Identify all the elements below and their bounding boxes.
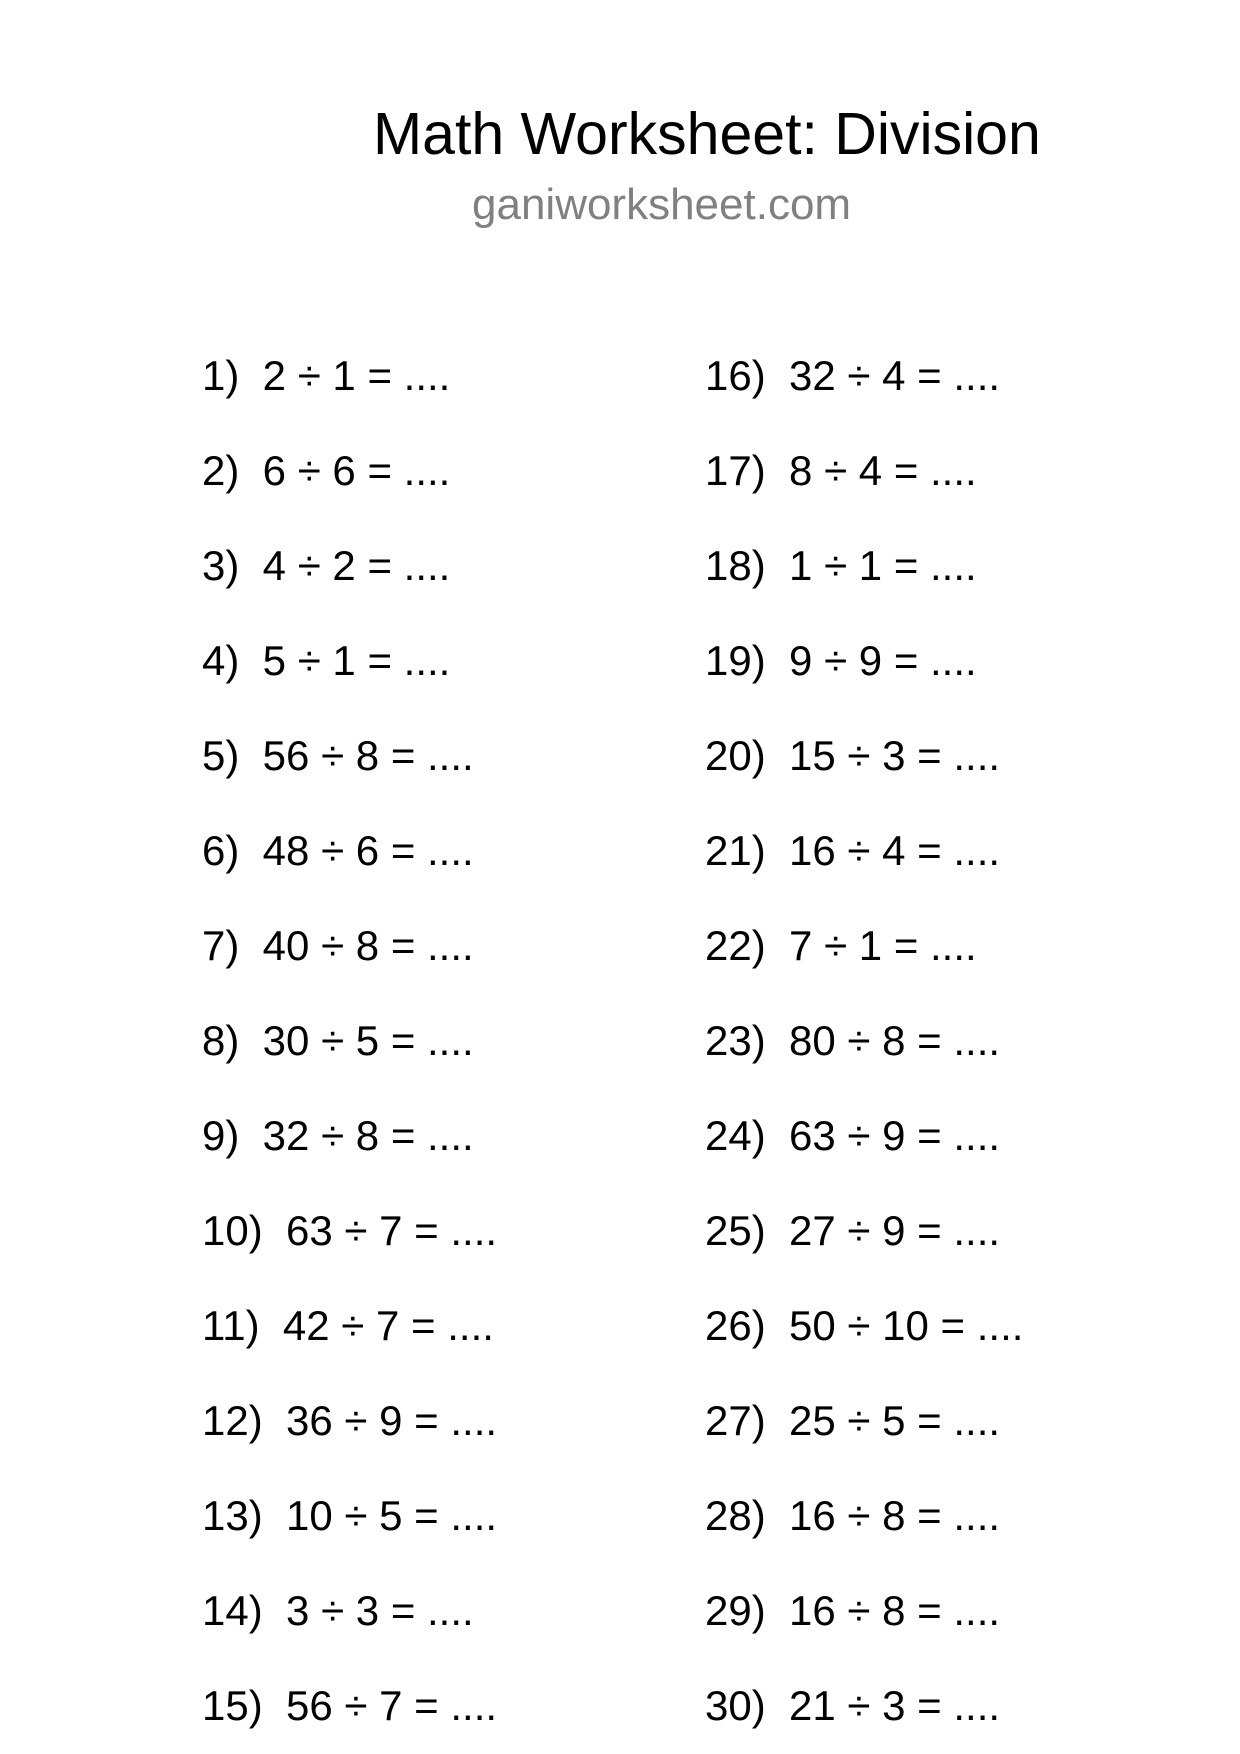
problem-27: 27) 25 ÷ 5 = .... <box>705 1397 1001 1444</box>
problem-8: 8) 30 ÷ 5 = .... <box>202 1017 474 1064</box>
site-subtitle: ganiworksheet.com <box>472 180 852 229</box>
problem-15: 15) 56 ÷ 7 = .... <box>202 1682 498 1729</box>
problem-10: 10) 63 ÷ 7 = .... <box>202 1207 498 1254</box>
problem-14: 14) 3 ÷ 3 = .... <box>202 1587 474 1634</box>
problem-2: 2) 6 ÷ 6 = .... <box>202 447 451 494</box>
problem-16: 16) 32 ÷ 4 = .... <box>705 352 1001 399</box>
problem-20: 20) 15 ÷ 3 = .... <box>705 732 1001 779</box>
problem-3: 3) 4 ÷ 2 = .... <box>202 542 451 589</box>
problem-7: 7) 40 ÷ 8 = .... <box>202 922 474 969</box>
problems-column-left <box>202 328 497 1753</box>
problems-column-right <box>705 328 1023 1753</box>
page-title: Math Worksheet: Division <box>373 101 1041 167</box>
problem-19: 19) 9 ÷ 9 = .... <box>705 637 977 684</box>
problem-9: 9) 32 ÷ 8 = .... <box>202 1112 474 1159</box>
problem-24: 24) 63 ÷ 9 = .... <box>705 1112 1001 1159</box>
problem-13: 13) 10 ÷ 5 = .... <box>202 1492 498 1539</box>
problem-25: 25) 27 ÷ 9 = .... <box>705 1207 1001 1254</box>
problem-1: 1) 2 ÷ 1 = .... <box>202 352 451 399</box>
problem-17: 17) 8 ÷ 4 = .... <box>705 447 977 494</box>
problem-28: 28) 16 ÷ 8 = .... <box>705 1492 1001 1539</box>
problem-21: 21) 16 ÷ 4 = .... <box>705 827 1001 874</box>
problem-12: 12) 36 ÷ 9 = .... <box>202 1397 498 1444</box>
problem-26: 26) 50 ÷ 10 = .... <box>705 1302 1024 1349</box>
problem-30: 30) 21 ÷ 3 = .... <box>705 1682 1001 1729</box>
problem-5: 5) 56 ÷ 8 = .... <box>202 732 474 779</box>
problem-22: 22) 7 ÷ 1 = .... <box>705 922 977 969</box>
problem-4: 4) 5 ÷ 1 = .... <box>202 637 451 684</box>
problem-11: 11) 42 ÷ 7 = .... <box>202 1302 494 1349</box>
problem-6: 6) 48 ÷ 6 = .... <box>202 827 474 874</box>
problem-18: 18) 1 ÷ 1 = .... <box>705 542 977 589</box>
problem-29: 29) 16 ÷ 8 = .... <box>705 1587 1001 1634</box>
problem-23: 23) 80 ÷ 8 = .... <box>705 1017 1001 1064</box>
